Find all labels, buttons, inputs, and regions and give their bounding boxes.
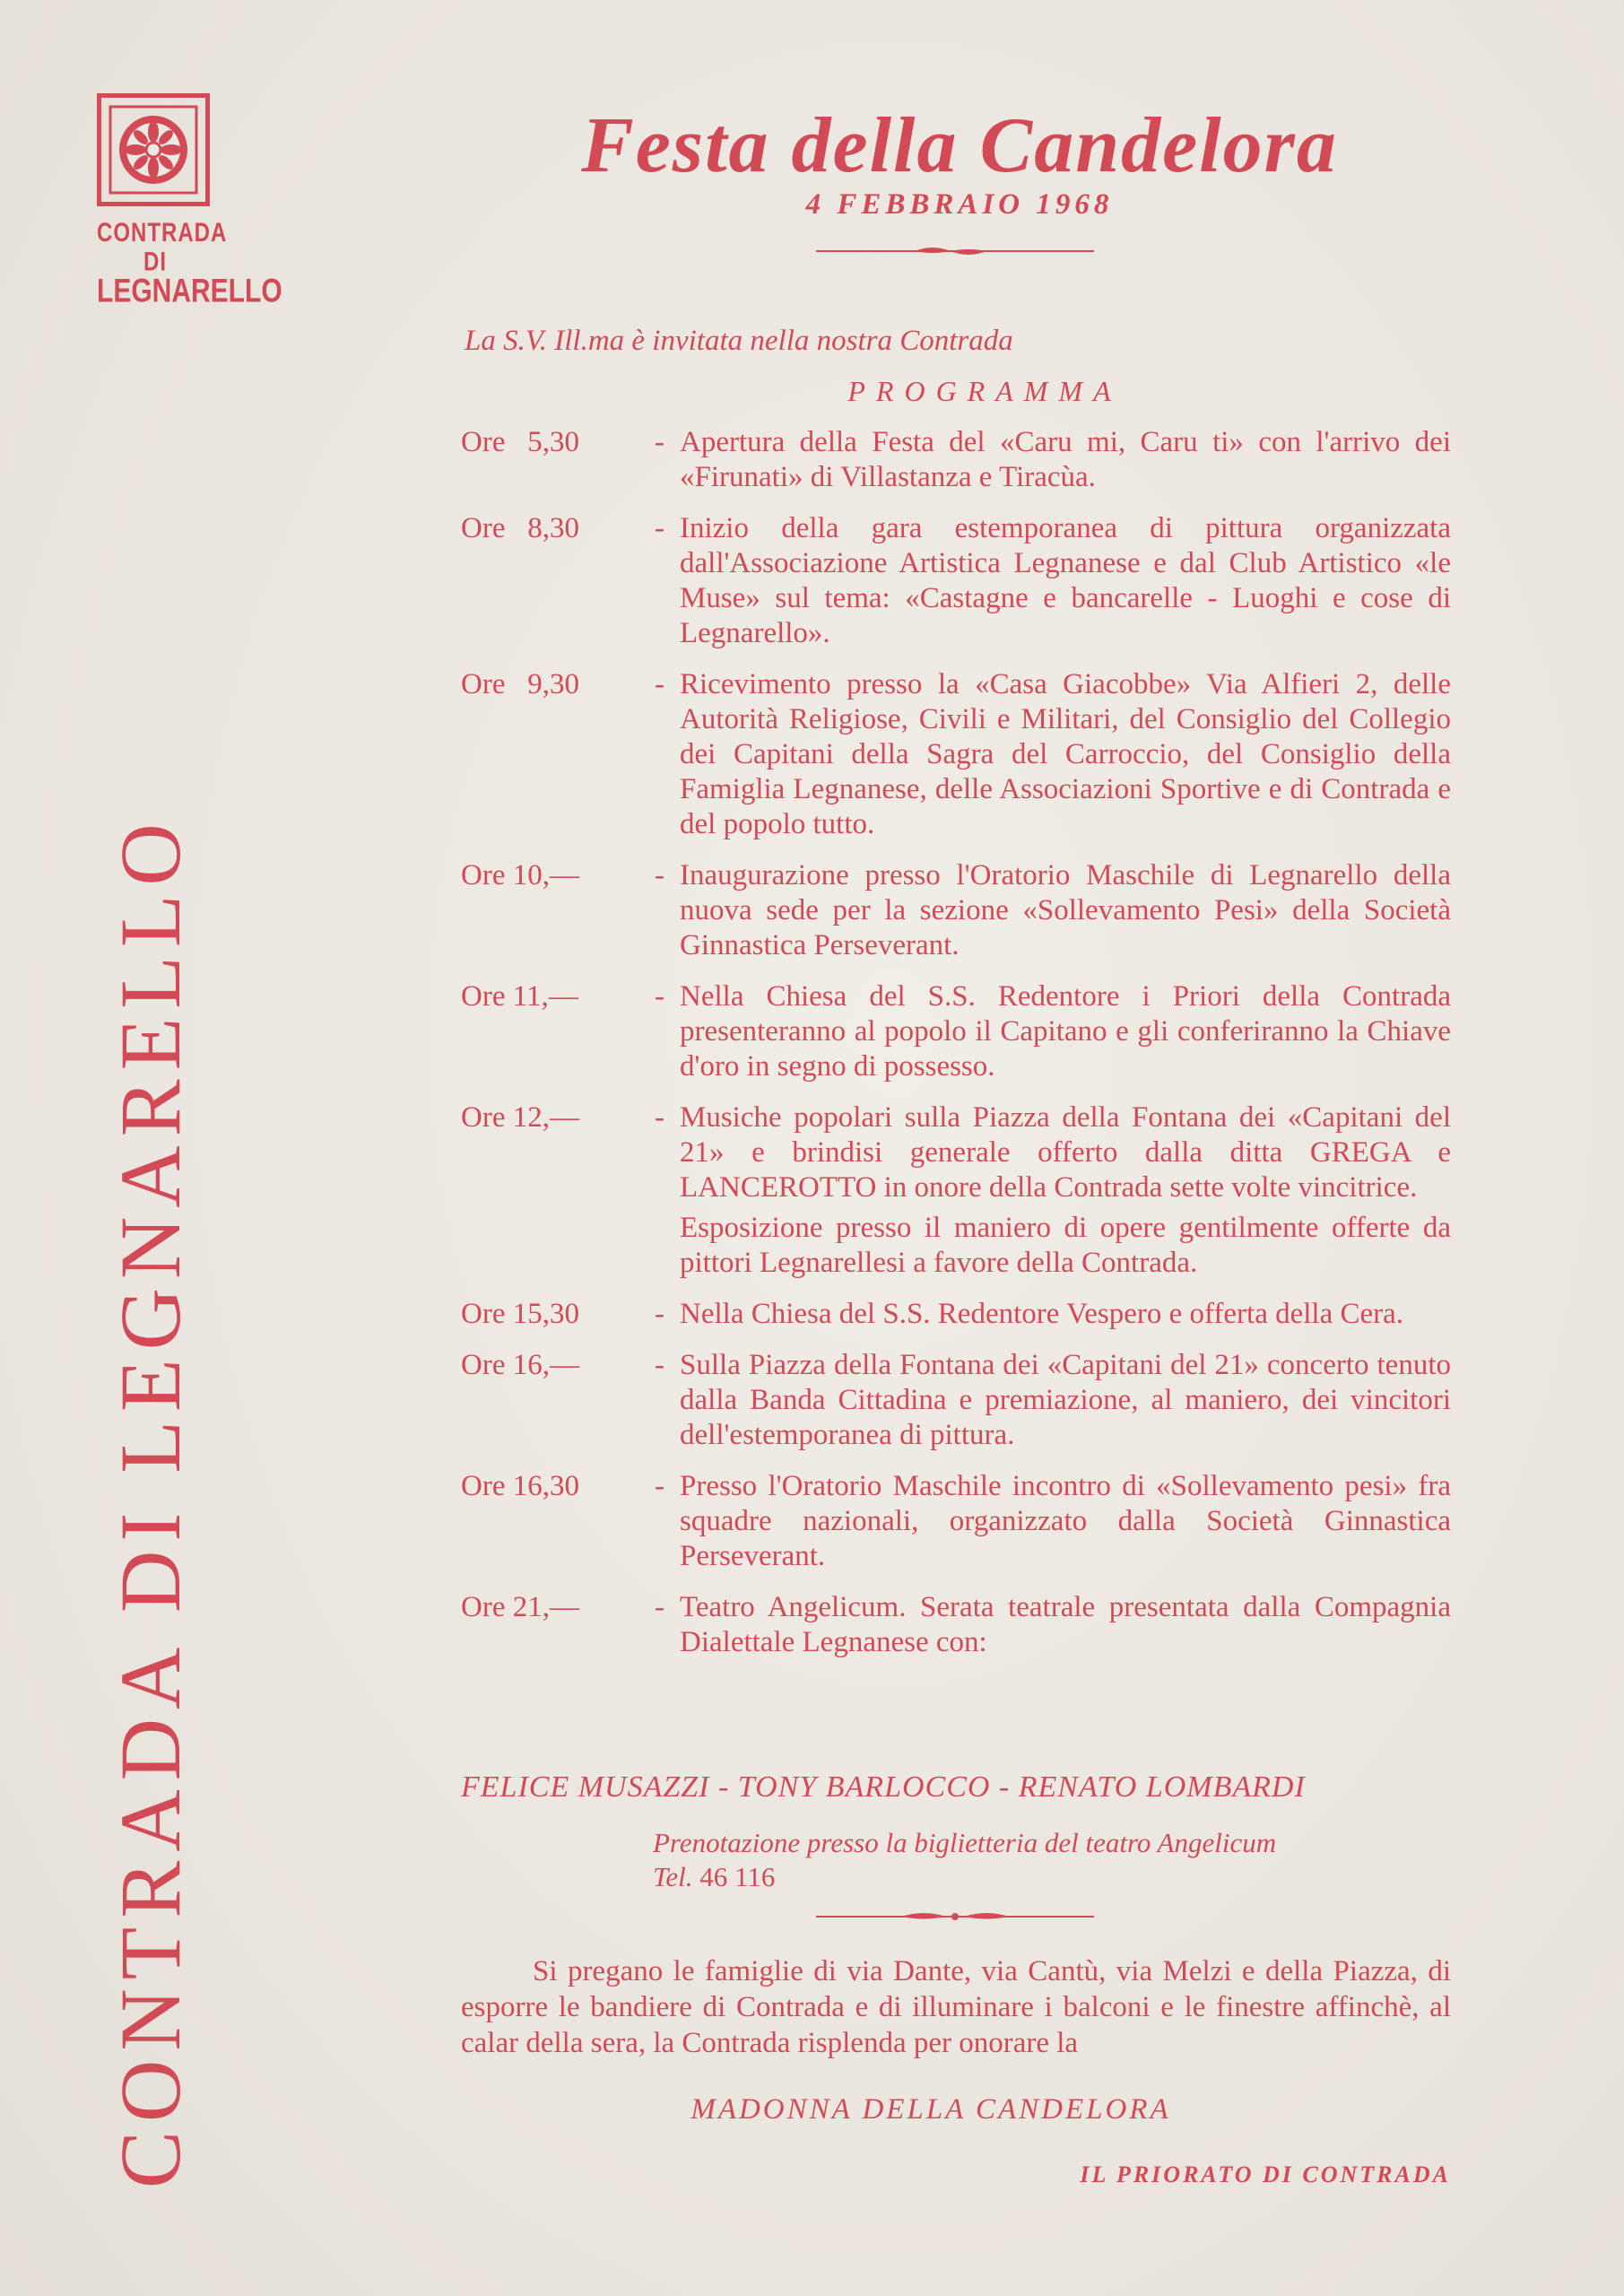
schedule-dash: - [655, 859, 664, 891]
schedule-description: Presso l'Oratorio Maschile incontro di «Sollevamento pesi» fra squadre nazionali, organizzato dalla Società Ginnastica Perseverant. [680, 1470, 1451, 1572]
schedule-dash: - [655, 1298, 664, 1330]
madonna-dedication: MADONNA DELLA CANDELORA [690, 2093, 1171, 2126]
performers-line: FELICE MUSAZZI - TONY BARLOCCO - RENATO LOMBARDI [461, 1770, 1306, 1804]
ornamental-divider-icon [816, 1910, 1094, 1923]
schedule-dash: - [655, 1101, 664, 1134]
schedule-time: Ore 16,— [461, 1349, 579, 1381]
booking-text: Prenotazione presso la biglietteria del teatro Angelicum [653, 1827, 1277, 1858]
schedule-description-block [680, 1100, 1451, 1281]
schedule-item [461, 1100, 1451, 1281]
schedule-description: Nella Chiesa del S.S. Redentore i Priori della Contrada presenteranno al popolo il Capitano e gli conferiranno la Chiave d'oro in segno di possesso. [680, 980, 1451, 1083]
ornamental-divider-icon [816, 244, 1094, 257]
emblem-seal-icon [97, 93, 210, 206]
event-date: 4 FEBBRAIO 1968 [805, 188, 1114, 221]
schedule-item [461, 979, 1451, 1084]
schedule-dash: - [655, 512, 664, 544]
booking-tel-label: Tel. [653, 1861, 693, 1892]
emblem-text [97, 217, 282, 310]
schedule-item [461, 1590, 1451, 1660]
schedule-dash: - [655, 980, 664, 1013]
schedule-description: Teatro Angelicum. Serata teatrale presentata dalla Compagnia Dialettale Legnanese con: [680, 1591, 1451, 1658]
schedule-item [461, 1469, 1451, 1574]
schedule-description: Inizio della gara estemporanea di pittura organizzata dall'Associazione Artistica Legnanese e dal Club Artistico «le Muse» sul tema: «Castagne e bancarelle - Luoghi e cose di Legnarello». [680, 512, 1451, 649]
schedule-description: Ricevimento presso la «Casa Giacobbe» Via Alfieri 2, delle Autorità Religiose, Civili e Militari, del Consiglio del Collegio dei Capitani della Sagra del Carroccio, del Consiglio della Famiglia Legnanese, delle Associazioni Sportive e di Contrada e del popolo tutto. [680, 668, 1451, 840]
schedule-dash: - [655, 1349, 664, 1381]
program-heading: PROGRAMMA [847, 375, 1122, 407]
schedule-item [461, 425, 1451, 495]
emblem-line-2: LEGNARELLO [97, 273, 282, 310]
signature: IL PRIORATO DI CONTRADA [1080, 2161, 1451, 2187]
schedule-item [461, 1348, 1451, 1453]
schedule-time: Ore 9,30 [461, 668, 579, 700]
schedule-time: Ore 11,— [461, 980, 578, 1013]
schedule-description: Musiche popolari sulla Piazza della Fontana dei «Capitani del 21» e brindisi generale offerto dalla ditta GREGA e LANCEROTTO in onore della Contrada sette volte vincitrice. [680, 1101, 1451, 1204]
schedule-item [461, 858, 1451, 963]
page-title: Festa della Candelora [581, 102, 1338, 189]
schedule-description: Nella Chiesa del S.S. Redentore Vespero e offerta della Cera. [680, 1298, 1404, 1330]
schedule-item [461, 511, 1451, 651]
schedule-description: Apertura della Festa del «Caru mi, Caru ti» con l'arrivo dei «Firunati» di Villastanza e Tiracùa. [680, 426, 1451, 493]
schedule-time: Ore 16,30 [461, 1470, 579, 1502]
schedule-dash: - [655, 426, 664, 458]
booking-tel-number: 46 116 [699, 1861, 776, 1892]
schedule-time: Ore 5,30 [461, 426, 579, 458]
booking-info [653, 1826, 1451, 1894]
schedule-dash: - [655, 1470, 664, 1502]
vertical-contrada-title: CONTRADA DI LEGNARELLO [102, 814, 198, 2188]
schedule-dash: - [655, 1591, 664, 1623]
schedule-description: Inaugurazione presso l'Oratorio Maschile di Legnarello della nuova sede per la sezione «Sollevamento Pesi» della Società Ginnastica Perseverant. [680, 859, 1451, 961]
schedule-time: Ore 15,30 [461, 1298, 579, 1330]
invitation-line: La S.V. Ill.ma è invitata nella nostra Contrada [465, 325, 1013, 357]
schedule-time: Ore 8,30 [461, 512, 579, 544]
schedule-time: Ore 10,— [461, 859, 579, 891]
schedule-item [461, 1297, 1451, 1332]
schedule-time: Ore 12,— [461, 1101, 579, 1134]
contrada-emblem [97, 93, 282, 310]
closing-paragraph: Si pregano le famiglie di via Dante, via Cantù, via Melzi e della Piazza, di esporre le bandiere di Contrada e di illuminare i balconi e le finestre affinchè, al calar della sera, la Contrada risplenda per onorare la [461, 1955, 1451, 2059]
schedule-description: Sulla Piazza della Fontana dei «Capitani del 21» concerto tenuto dalla Banda Cittadina e premiazione, al maniero, dei vincitori dell'estemporanea di pittura. [680, 1349, 1451, 1451]
emblem-line-1: CONTRADA DI [97, 217, 228, 277]
schedule-time: Ore 21,— [461, 1591, 579, 1623]
schedule-item [461, 667, 1451, 842]
program-schedule [461, 425, 1451, 1676]
schedule-dash: - [655, 668, 664, 700]
schedule-extra-note: Esposizione presso il maniero di opere gentilmente offerte da pittori Legnarellesi a favore della Contrada. [680, 1212, 1451, 1279]
